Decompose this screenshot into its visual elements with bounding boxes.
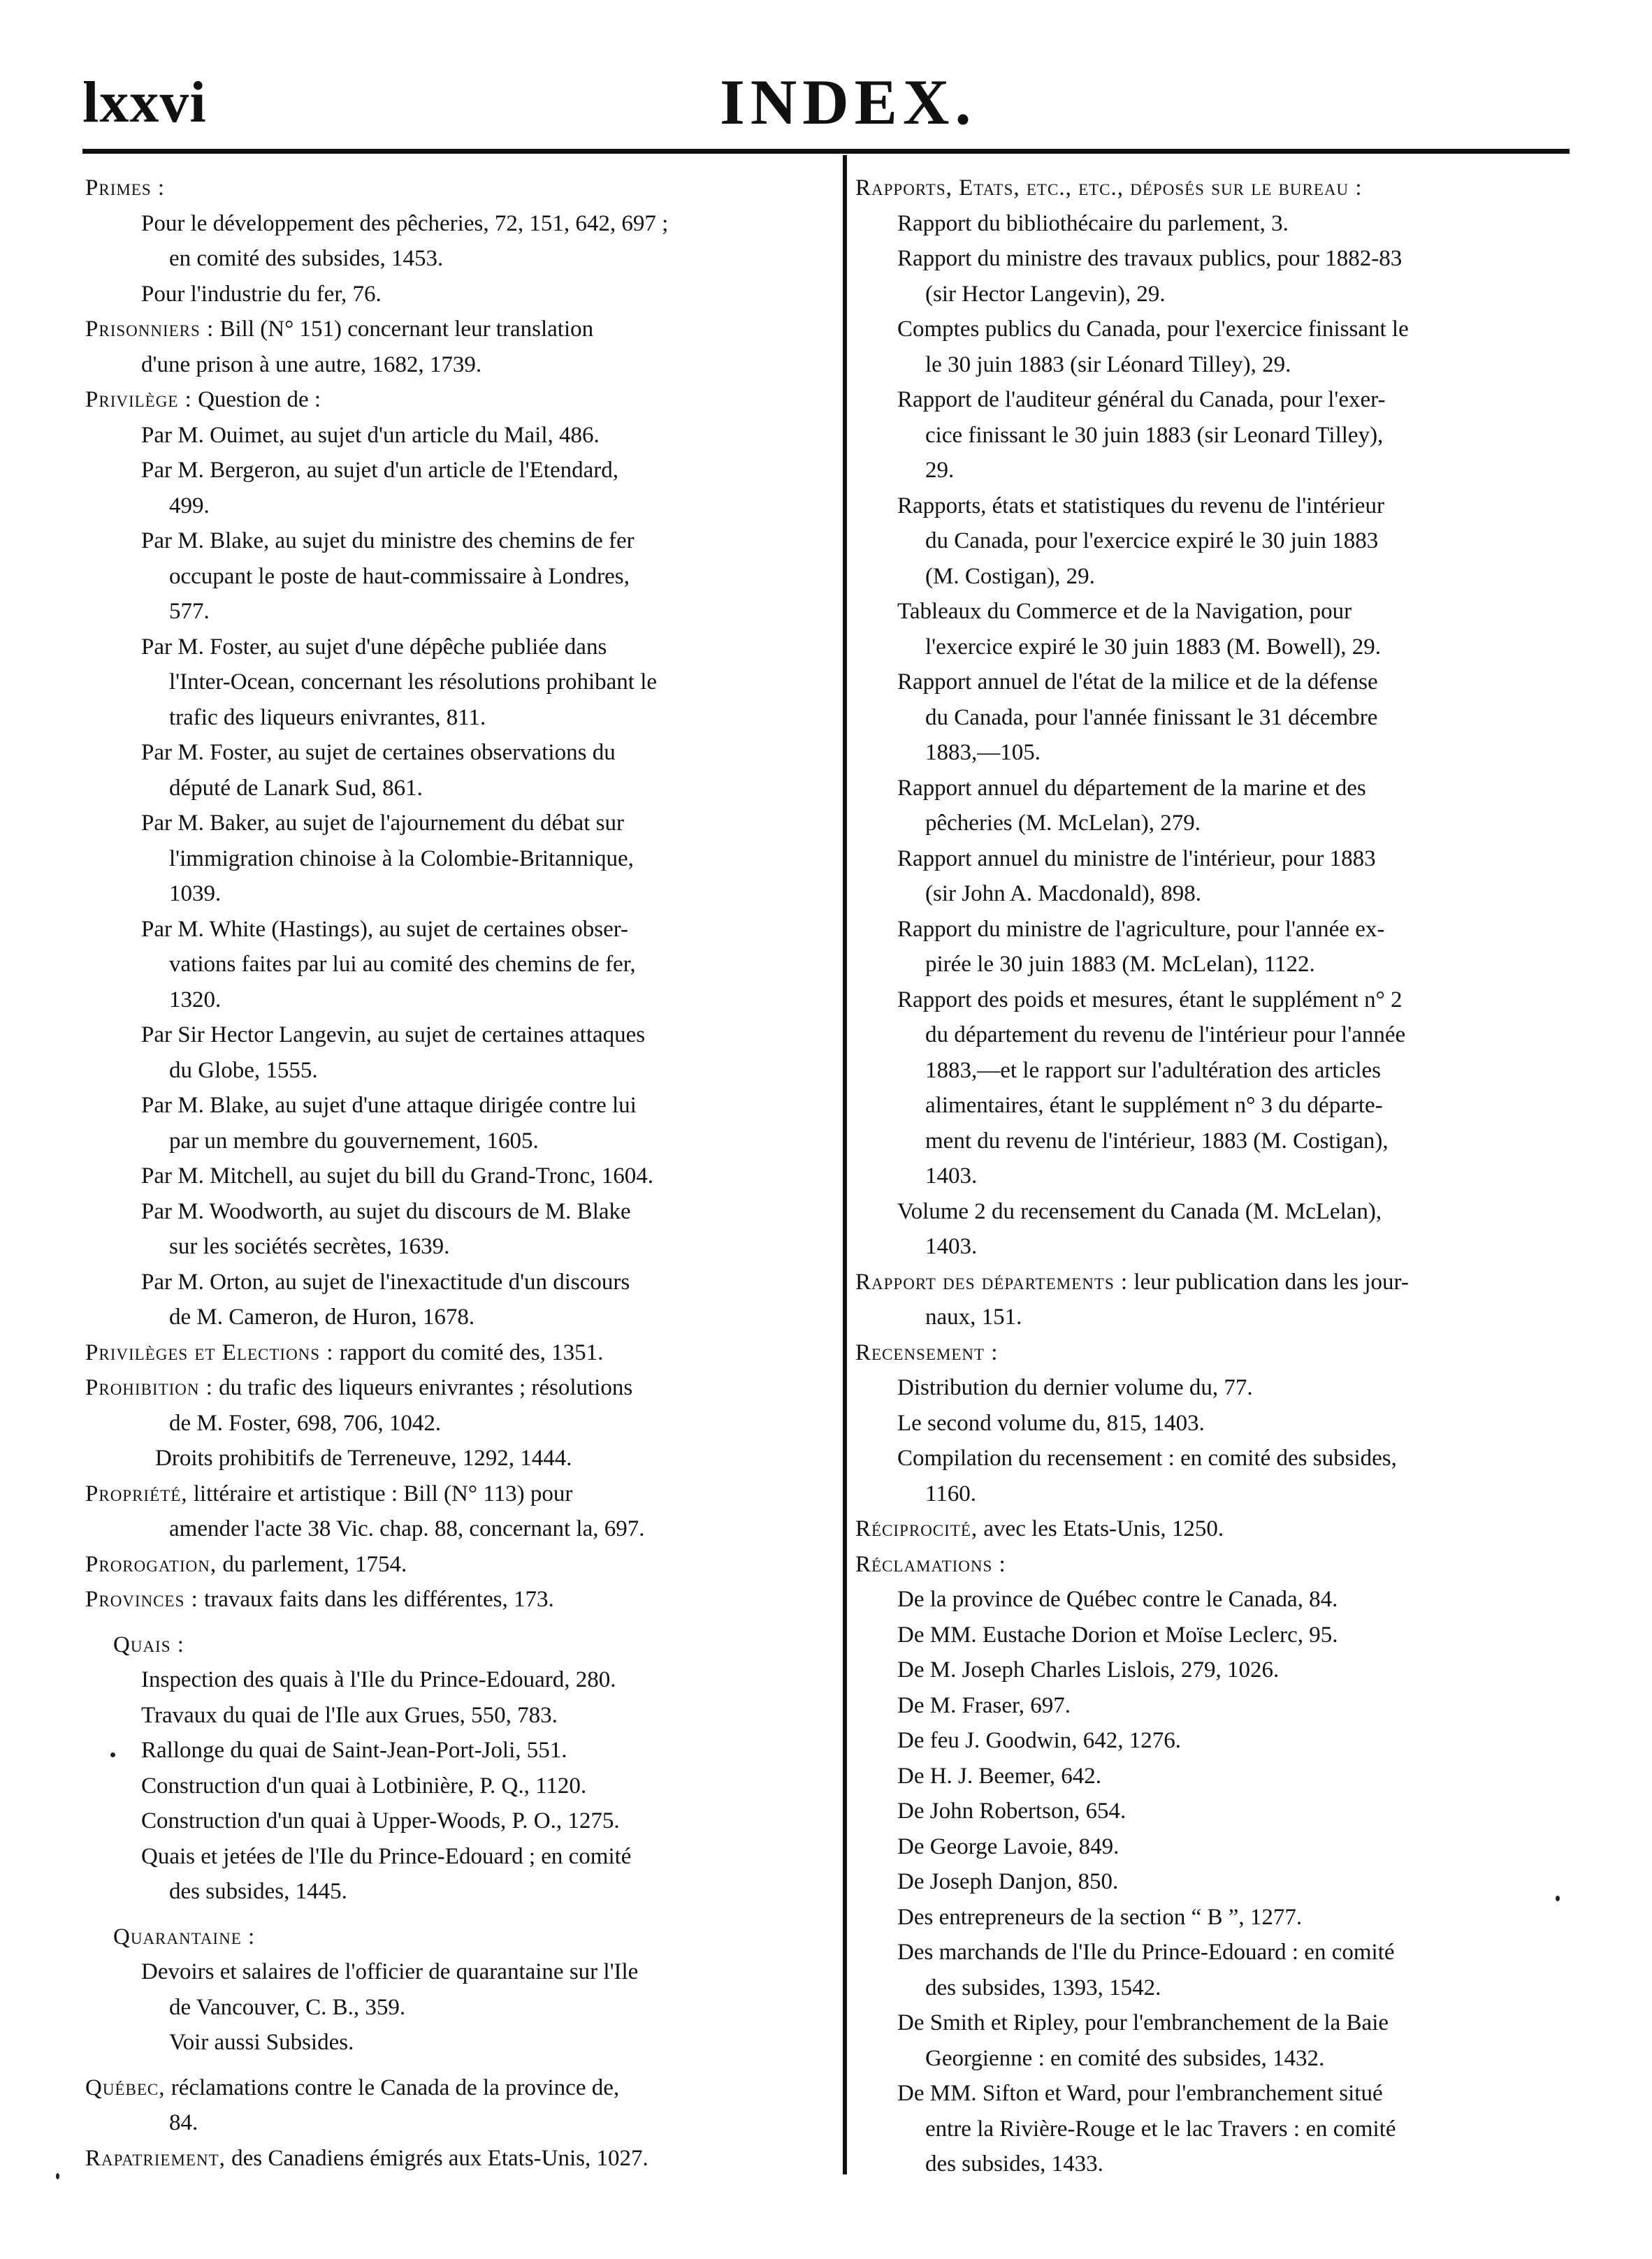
entry-line: le 30 juin 1883 (sir Léonard Tilley), 29.: [925, 351, 1291, 377]
entry-line: des subsides, 1433.: [925, 2151, 1103, 2177]
header-rule: [82, 149, 1570, 154]
entry-line: De Smith et Ripley, pour l'embranchement de la Baie: [897, 2010, 1389, 2035]
index-subentry: [85, 206, 834, 242]
index-subentry: [85, 241, 834, 277]
entry-first-line: [855, 1265, 1582, 1300]
index-subentry: [855, 347, 1582, 383]
index-subentry: [855, 982, 1582, 1018]
entry-first-line: [85, 1370, 834, 1406]
entry-line: Par M. Foster, au sujet d'une dépêche publiée dans: [141, 634, 607, 660]
index-heading-entry: [85, 1919, 834, 1955]
entry-line: 1883,—et le rapport sur l'adultération des articles: [925, 1057, 1381, 1083]
entry-line: De MM. Eustache Dorion et Moïse Leclerc, 95.: [897, 1622, 1338, 1648]
index-heading-entry: [85, 1547, 834, 1583]
entry-line: De la province de Québec contre le Canada, 84.: [897, 1587, 1338, 1612]
entry-line: Rapport de l'auditeur général du Canada, pour l'exer-: [897, 387, 1386, 412]
index-subentry: [85, 1017, 834, 1053]
entry-line: Tableaux du Commerce et de la Navigation, pour: [897, 599, 1352, 624]
index-subentry: [855, 382, 1582, 418]
index-subentry: [85, 1088, 834, 1124]
entry-line: en comité des subsides, 1453.: [169, 246, 444, 271]
entry-first-line: [85, 2070, 834, 2106]
entry-line: De H. J. Beemer, 642.: [897, 1763, 1101, 1789]
entry-line: trafic des liqueurs enivrantes, 811.: [169, 704, 486, 730]
entry-line: du Globe, 1555.: [169, 1057, 318, 1083]
entry-line: Par M. Blake, au sujet du ministre des chemins de fer: [141, 528, 635, 553]
entry-text: littéraire et artistique : Bill (N° 113) pour: [187, 1481, 573, 1506]
index-subentry: [85, 1300, 834, 1335]
index-subentry: [85, 1194, 834, 1230]
index-subentry: [855, 488, 1582, 524]
entry-line: 84.: [169, 2110, 198, 2135]
entry-text: réclamations contre le Canada de la province de,: [165, 2075, 620, 2100]
index-subentry: [85, 630, 834, 665]
entry-spacer: [85, 1910, 834, 1919]
index-subentry: [85, 1662, 834, 1874]
entry-line: 499.: [169, 493, 210, 518]
entry-line: 1320.: [169, 987, 222, 1012]
entry-line: Par M. White (Hastings), au sujet de certaines obser-: [141, 916, 629, 942]
column-divider: [843, 155, 847, 2174]
index-subentry: [85, 453, 834, 488]
index-heading-entry: [855, 170, 1582, 206]
entry-heading: Provinces :: [85, 1587, 198, 1612]
index-subentry: [85, 806, 834, 841]
entry-line: Rapport du ministre de l'agriculture, pour l'année ex-: [897, 916, 1385, 942]
entry-line: Des entrepreneurs de la section “ B ”, 1277.: [897, 1904, 1303, 1930]
entry-line: (sir Hector Langevin), 29.: [925, 281, 1166, 307]
entry-line: 577.: [169, 599, 210, 624]
index-subentry: [855, 206, 1582, 277]
entry-line: député de Lanark Sud, 861.: [169, 775, 423, 801]
entry-line: du Canada, pour l'exercice expiré le 30 juin 1883: [925, 528, 1379, 553]
entry-line: 1403.: [925, 1234, 978, 1259]
entry-line: amender l'acte 38 Vic. chap. 88, concernant la, 697.: [169, 1516, 645, 1541]
entry-first-line: [85, 1627, 834, 1663]
entry-text: des Canadiens émigrés aux Etats-Unis, 1027.: [225, 2145, 649, 2171]
entry-line: du Canada, pour l'année finissant le 31 décembre: [925, 704, 1378, 730]
entry-line: De MM. Sifton et Ward, pour l'embranchement situé: [897, 2081, 1383, 2106]
index-subentry: [85, 771, 834, 806]
entry-line: vations faites par lui au comité des chemins de fer,: [169, 952, 636, 977]
entry-line: Par M. Bergeron, au sujet d'un article de l'Etendard,: [141, 458, 618, 483]
index-subentry: [855, 876, 1582, 912]
entry-line: Rapports, états et statistiques du revenu de l'intérieur: [897, 493, 1384, 518]
entry-heading: Rapports, Etats, etc., etc., déposés sur le bureau :: [855, 175, 1363, 201]
index-subentry: [85, 277, 834, 312]
index-heading-entry: [85, 1582, 834, 1618]
index-subentry: [855, 947, 1582, 982]
index-subentry: [85, 1954, 834, 1990]
index-subentry: [85, 2025, 834, 2061]
index-subentry: [855, 2076, 1582, 2112]
index-subentry: [855, 1970, 1582, 2006]
entry-line: Comptes publics du Canada, pour l'exercice finissant le: [897, 317, 1409, 342]
ink-speck: [110, 1752, 115, 1757]
entry-line: sur les sociétés secrètes, 1639.: [169, 1234, 450, 1259]
index-heading-entry: [85, 1476, 834, 1547]
index-subentry: [855, 523, 1582, 594]
entry-line: d'une prison à une autre, 1682, 1739.: [141, 351, 482, 377]
entry-line: occupant le poste de haut-commissaire à Londres,: [169, 563, 630, 589]
entry-line: pêcheries (M. McLelan), 279.: [925, 811, 1201, 836]
entry-heading: Privilèges et Elections :: [85, 1339, 334, 1365]
index-heading-entry: [85, 2070, 834, 2141]
entry-line: de M. Foster, 698, 706, 1042.: [169, 1410, 442, 1436]
index-heading-entry: [85, 1627, 834, 1663]
entry-line: 1039.: [169, 881, 222, 906]
entry-spacer: [85, 2061, 834, 2070]
entry-line: Des marchands de l'Ile du Prince-Edouard : en comité: [897, 1940, 1395, 1965]
entry-heading: Recensement :: [855, 1339, 999, 1365]
entry-heading: Quais :: [113, 1632, 184, 1657]
index-subentry: [85, 1229, 834, 1265]
entry-line: Construction d'un quai à Lotbinière, P. Q., 1120.: [141, 1773, 587, 1799]
entry-line: Rapport annuel du département de la marine et des: [897, 775, 1366, 801]
entry-line: de M. Cameron, de Huron, 1678.: [169, 1305, 475, 1330]
index-subentry: [85, 1053, 834, 1089]
entry-first-line: [855, 1511, 1582, 1547]
entry-first-line: [85, 1476, 834, 1512]
index-subentry: [855, 841, 1582, 877]
index-subentry: [855, 1582, 1582, 1970]
index-heading-entry: [85, 382, 834, 418]
index-heading-entry: [85, 312, 834, 382]
entry-line: Construction d'un quai à Upper-Woods, P. O., 1275.: [141, 1808, 620, 1833]
entry-line: Rapport annuel de l'état de la milice et de la défense: [897, 669, 1378, 695]
entry-heading: Rapatriement,: [85, 2145, 226, 2171]
entry-line: Rapport annuel du ministre de l'intérieur, pour 1883: [897, 845, 1376, 871]
index-subentry: [85, 912, 834, 947]
entry-line: du département du revenu de l'intérieur pour l'année: [925, 1022, 1406, 1047]
entry-line: Rapport des poids et mesures, étant le supplément n° 2: [897, 987, 1403, 1012]
entry-line: (M. Costigan), 29.: [925, 563, 1095, 589]
index-subentry: [855, 700, 1582, 771]
index-heading-entry: [85, 2141, 834, 2177]
index-subentry: [855, 1194, 1582, 1230]
index-subentry: [85, 664, 834, 735]
entry-line: cice finissant le 30 juin 1883 (sir Leonard Tilley),: [925, 422, 1384, 448]
ink-speck: [56, 2173, 59, 2179]
index-subentry: [855, 594, 1582, 630]
index-heading-entry: [85, 170, 834, 206]
entry-line: des subsides, 1393, 1542.: [925, 1975, 1161, 2000]
entry-line: Par M. Woodworth, au sujet du discours de M. Blake: [141, 1198, 631, 1224]
entry-first-line: [855, 170, 1582, 206]
entry-line: Travaux du quai de l'Ile aux Grues, 550, 783.: [141, 1702, 558, 1728]
index-heading-entry: [855, 1335, 1582, 1371]
index-subentry: [855, 418, 1582, 488]
entry-line: Pour le développement des pêcheries, 72, 151, 642, 697 ;: [141, 210, 669, 236]
entry-line: entre la Rivière-Rouge et le lac Travers : en comité: [925, 2116, 1396, 2142]
entry-line: pirée le 30 juin 1883 (M. McLelan), 1122.: [925, 952, 1315, 977]
entry-first-line: [855, 1547, 1582, 1583]
entry-line: 1403.: [925, 1163, 978, 1189]
index-subentry: [855, 2005, 1582, 2041]
index-subentry: [855, 1229, 1582, 1265]
index-subentry: [855, 277, 1582, 312]
ink-speck: [1556, 1896, 1560, 1901]
entry-text: rapport du comité des, 1351.: [333, 1339, 604, 1365]
entry-heading: Primes :: [85, 175, 166, 201]
entry-text: leur publication dans les jour-: [1128, 1269, 1409, 1295]
entry-heading: Prorogation,: [85, 1551, 217, 1577]
index-heading-entry: [85, 1335, 834, 1371]
entry-line: de Vancouver, C. B., 359.: [169, 1994, 406, 2020]
entry-line: Droits prohibitifs de Terreneuve, 1292, 1444.: [155, 1446, 572, 1471]
entry-text: Bill (N° 151) concernant leur translation: [214, 317, 594, 342]
entry-heading: Quarantaine :: [113, 1924, 256, 1949]
index-subentry: [85, 1124, 834, 1159]
entry-line: De M. Fraser, 697.: [897, 1692, 1071, 1718]
index-heading-entry: [855, 1265, 1582, 1335]
index-subentry: [85, 1158, 834, 1194]
entry-first-line: [85, 382, 834, 418]
entry-text: du parlement, 1754.: [217, 1551, 407, 1577]
index-subentry: [85, 1265, 834, 1300]
index-subentry: [855, 2041, 1582, 2077]
index-subentry: [855, 1476, 1582, 1512]
entry-line: 1160.: [925, 1481, 977, 1506]
entry-text: du trafic des liqueurs enivrantes ; résolutions: [212, 1375, 633, 1400]
entry-line: Rallonge du quai de Saint-Jean-Port-Joli, 551.: [141, 1738, 567, 1763]
entry-line: De George Lavoie, 849.: [897, 1833, 1120, 1859]
entry-line: l'exercice expiré le 30 juin 1883 (M. Bowell), 29.: [925, 634, 1382, 660]
index-subentry: [855, 312, 1582, 347]
page-title: INDEX.: [720, 66, 977, 138]
entry-heading: Réclamations :: [855, 1551, 1006, 1577]
entry-line: Rapport du bibliothécaire du parlement, 3.: [897, 210, 1289, 236]
entry-line: 1883,—105.: [925, 740, 1041, 765]
entry-line: Le second volume du, 815, 1403.: [897, 1410, 1205, 1436]
entry-line: De John Robertson, 654.: [897, 1799, 1126, 1824]
entry-first-line: [85, 1335, 834, 1371]
entry-line: des subsides, 1445.: [169, 1879, 347, 1904]
entry-first-line: [85, 1547, 834, 1583]
index-subentry: [85, 735, 834, 771]
index-subentry: [85, 841, 834, 912]
entry-first-line: [85, 312, 834, 347]
entry-text: travaux faits dans les différentes, 173.: [198, 1587, 554, 1612]
entry-first-line: [85, 2141, 834, 2177]
entry-line: Par M. Foster, au sujet de certaines observations du: [141, 740, 616, 765]
page-folio: lxxvi: [82, 70, 207, 135]
entry-line: Par M. Baker, au sujet de l'ajournement du débat sur: [141, 811, 625, 836]
index-subentry: [85, 1990, 834, 2026]
index-subentry: [855, 806, 1582, 841]
index-subentry: [855, 771, 1582, 806]
entry-line: Volume 2 du recensement du Canada (M. McLelan),: [897, 1198, 1382, 1224]
entry-line: ment du revenu de l'intérieur, 1883 (M. Costigan),: [925, 1128, 1389, 1154]
entry-first-line: [85, 170, 834, 206]
index-heading-entry: [855, 1547, 1582, 1583]
entry-line: Pour l'industrie du fer, 76.: [141, 281, 382, 307]
index-subentry: [85, 947, 834, 1017]
entry-line: Par M. Orton, au sujet de l'inexactitude d'un discours: [141, 1269, 630, 1295]
index-subentry: [855, 2112, 1582, 2182]
entry-heading: Propriété,: [85, 1481, 188, 1506]
right-column: [855, 170, 1582, 2182]
left-column: [85, 170, 834, 2176]
entry-line: De Joseph Danjon, 850.: [897, 1869, 1119, 1894]
entry-line: De feu J. Goodwin, 642, 1276.: [897, 1728, 1182, 1753]
entry-line: Georgienne : en comité des subsides, 1432.: [925, 2045, 1325, 2071]
entry-heading: Québec,: [85, 2075, 166, 2100]
entry-line: l'immigration chinoise à la Colombie-Britannique,: [169, 845, 634, 871]
entry-line: naux, 151.: [925, 1305, 1022, 1330]
index-subentry: [855, 630, 1582, 665]
entry-heading: Rapport des départements :: [855, 1269, 1129, 1295]
index-subentry: [855, 664, 1582, 700]
entry-text: Question de :: [191, 387, 321, 412]
index-heading-entry: [855, 1511, 1582, 1547]
index-subentry: [85, 559, 834, 630]
entry-heading: Privilège :: [85, 387, 192, 412]
index-subentry: [855, 1370, 1582, 1476]
index-subentry: [855, 912, 1582, 947]
entry-line: Inspection des quais à l'Ile du Prince-Edouard, 280.: [141, 1667, 616, 1692]
entry-first-line: [855, 1335, 1582, 1371]
entry-line: par un membre du gouvernement, 1605.: [169, 1128, 539, 1154]
entry-line: 29.: [925, 458, 955, 483]
entry-line: Quais et jetées de l'Ile du Prince-Edouard ; en comité: [141, 1843, 632, 1869]
entry-line: Par M. Blake, au sujet d'une attaque dirigée contre lui: [141, 1093, 637, 1118]
entry-text: avec les Etats-Unis, 1250.: [978, 1516, 1224, 1541]
entry-line: Compilation du recensement : en comité des subsides,: [897, 1446, 1397, 1471]
entry-line: (sir John A. Macdonald), 898.: [925, 881, 1202, 906]
entry-line: Par Sir Hector Langevin, au sujet de certaines attaques: [141, 1022, 646, 1047]
index-subentry: [85, 1441, 834, 1476]
entry-line: Voir aussi Subsides.: [169, 2030, 354, 2055]
entry-heading: Réciprocité,: [855, 1516, 978, 1541]
index-subentry: [855, 1017, 1582, 1194]
entry-spacer: [85, 1618, 834, 1627]
entry-first-line: [85, 1919, 834, 1955]
index-heading-entry: [85, 1370, 834, 1441]
entry-heading: Prisonniers :: [85, 317, 215, 342]
entry-line: l'Inter-Ocean, concernant les résolutions prohibant le: [169, 669, 658, 695]
index-subentry: [85, 488, 834, 524]
entry-line: Par M. Ouimet, au sujet d'un article du Mail, 486.: [141, 422, 600, 448]
entry-line: Devoirs et salaires de l'officier de quarantaine sur l'Ile: [141, 1959, 639, 1984]
entry-line: alimentaires, étant le supplément n° 3 du départe-: [925, 1093, 1383, 1118]
entry-first-line: [85, 1582, 834, 1618]
entry-line: Par M. Mitchell, au sujet du bill du Grand-Tronc, 1604.: [141, 1163, 653, 1189]
entry-line: Distribution du dernier volume du, 77.: [897, 1375, 1253, 1400]
index-subentry: [85, 1874, 834, 1910]
index-subentry: [85, 418, 834, 453]
entry-line: Rapport du ministre des travaux publics, pour 1882-83: [897, 246, 1403, 271]
entry-heading: Prohibition :: [85, 1375, 213, 1400]
index-subentry: [85, 523, 834, 559]
entry-line: De M. Joseph Charles Lislois, 279, 1026.: [897, 1657, 1280, 1683]
